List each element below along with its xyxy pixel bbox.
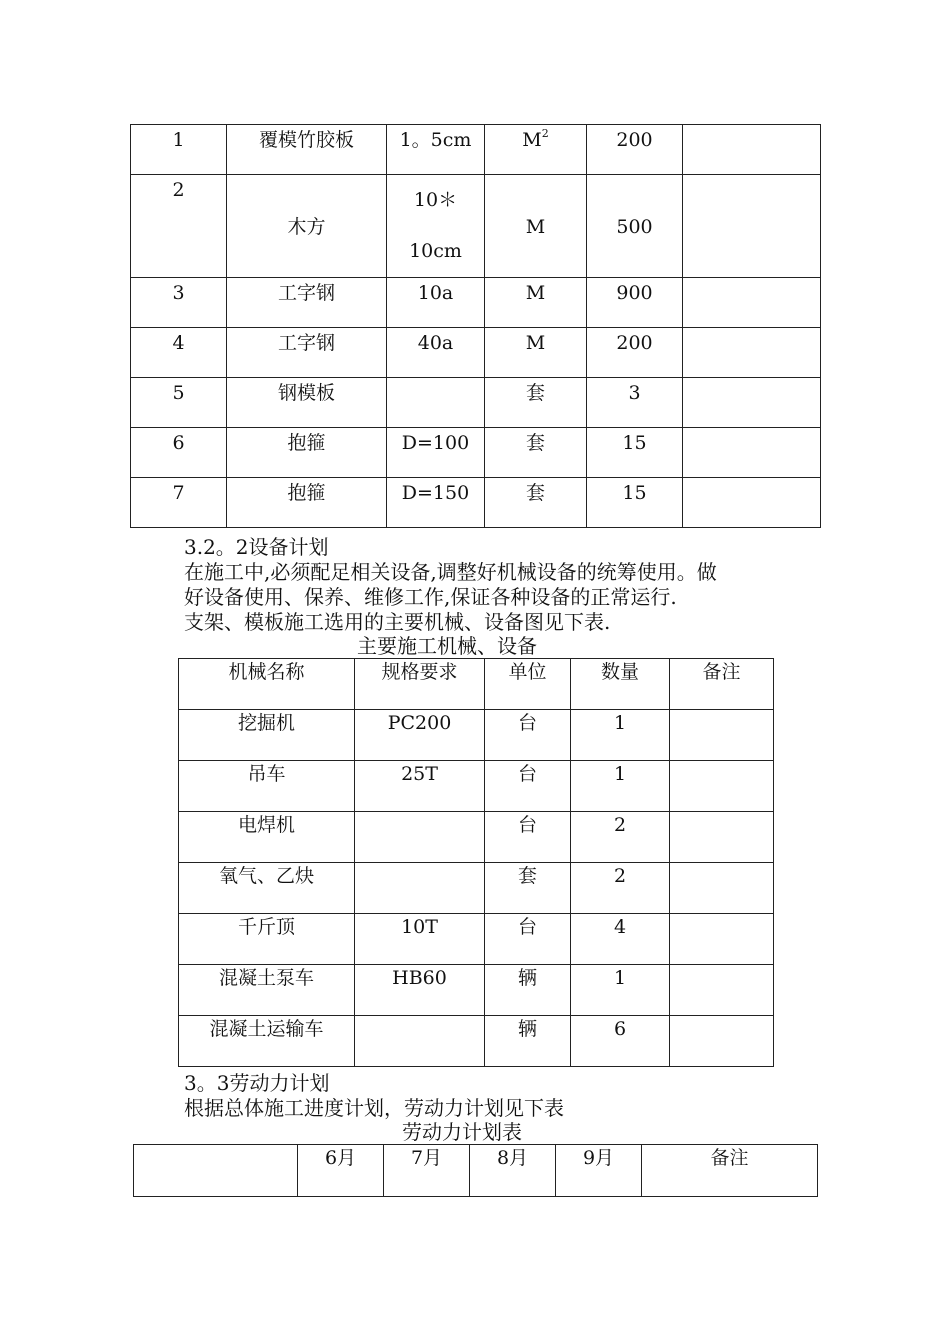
material-spec: D=100 [387, 428, 485, 478]
equipment-qty: 1 [571, 761, 670, 812]
table-row [131, 328, 821, 378]
material-note [683, 278, 821, 328]
row-number: 6 [131, 428, 227, 478]
material-name: 钢模板 [227, 378, 387, 428]
equipment-unit: 台 [485, 812, 571, 863]
material-qty: 200 [587, 328, 683, 378]
equipment-qty: 2 [571, 863, 670, 914]
table-header-row [179, 659, 774, 710]
equipment-note [670, 812, 774, 863]
table-row [131, 125, 821, 175]
material-unit: M [485, 175, 587, 278]
row-number: 5 [131, 378, 227, 428]
equipment-paragraph-line-1: 在施工中,必须配足相关设备,调整好机械设备的统筹使用。做 [184, 560, 717, 584]
row-number: 7 [131, 478, 227, 528]
material-note [683, 175, 821, 278]
equipment-spec [355, 1016, 485, 1067]
table-row [179, 1016, 774, 1067]
header-spec: 规格要求 [355, 659, 485, 710]
equipment-spec: HB60 [355, 965, 485, 1016]
material-spec: 40a [387, 328, 485, 378]
material-unit: 套 [485, 378, 587, 428]
material-name: 抱箍 [227, 428, 387, 478]
header-qty: 数量 [571, 659, 670, 710]
labor-heading: 3。3劳动力计划 [184, 1071, 330, 1095]
material-name: 覆模竹胶板 [227, 125, 387, 175]
header-unit: 单位 [485, 659, 571, 710]
equipment-note [670, 965, 774, 1016]
material-spec: 10a [387, 278, 485, 328]
table-row [179, 710, 774, 761]
material-note [683, 125, 821, 175]
table-row [179, 863, 774, 914]
table-row [131, 478, 821, 528]
row-number: 2 [131, 175, 227, 278]
spec-line-1: 10＊ [413, 189, 458, 211]
table-row [179, 914, 774, 965]
material-name: 工字钢 [227, 328, 387, 378]
unit-text: M [522, 129, 542, 151]
material-spec [387, 175, 485, 278]
equipment-name: 氧气、乙炔 [179, 863, 355, 914]
spec-line-2: 10cm [409, 240, 462, 262]
table-row [179, 965, 774, 1016]
labor-paragraph: 根据总体施工进度计划，劳动力计划见下表 [184, 1096, 564, 1120]
equipment-qty: 1 [571, 965, 670, 1016]
material-name: 工字钢 [227, 278, 387, 328]
material-unit: M [485, 328, 587, 378]
material-spec: D=150 [387, 478, 485, 528]
labor-table-caption: 劳动力计划表 [402, 1120, 522, 1144]
table-header-row [134, 1145, 818, 1197]
equipment-note [670, 761, 774, 812]
material-unit: M [485, 278, 587, 328]
equipment-qty: 2 [571, 812, 670, 863]
material-unit [485, 125, 587, 175]
equipment-paragraph-line-3: 支架、模板施工选用的主要机械、设备图见下表. [184, 610, 611, 634]
material-table [130, 124, 821, 528]
header-september: 9月 [556, 1145, 642, 1197]
equipment-spec [355, 863, 485, 914]
header-name: 机械名称 [179, 659, 355, 710]
labor-table [133, 1144, 818, 1197]
equipment-unit: 辆 [485, 1016, 571, 1067]
equipment-note [670, 710, 774, 761]
equipment-name: 千斤顶 [179, 914, 355, 965]
equipment-name: 电焊机 [179, 812, 355, 863]
material-name: 抱箍 [227, 478, 387, 528]
equipment-unit: 台 [485, 710, 571, 761]
header-note: 备注 [670, 659, 774, 710]
header-june: 6月 [298, 1145, 384, 1197]
material-qty: 200 [587, 125, 683, 175]
row-number: 4 [131, 328, 227, 378]
header-july: 7月 [384, 1145, 470, 1197]
equipment-name: 混凝土运输车 [179, 1016, 355, 1067]
unit-superscript: 2 [541, 127, 549, 140]
equipment-spec: 10T [355, 914, 485, 965]
equipment-name: 混凝土泵车 [179, 965, 355, 1016]
equipment-spec: 25T [355, 761, 485, 812]
equipment-unit: 台 [485, 914, 571, 965]
equipment-unit: 辆 [485, 965, 571, 1016]
material-unit: 套 [485, 478, 587, 528]
table-row [131, 378, 821, 428]
table-row [131, 278, 821, 328]
material-qty: 3 [587, 378, 683, 428]
material-note [683, 328, 821, 378]
equipment-table-caption: 主要施工机械、设备 [357, 634, 537, 658]
material-unit: 套 [485, 428, 587, 478]
row-number: 3 [131, 278, 227, 328]
equipment-note [670, 914, 774, 965]
material-qty: 15 [587, 428, 683, 478]
table-row [131, 175, 821, 278]
row-number: 1 [131, 125, 227, 175]
equipment-unit: 套 [485, 863, 571, 914]
table-row [131, 428, 821, 478]
material-note [683, 378, 821, 428]
equipment-name: 吊车 [179, 761, 355, 812]
table-row [179, 812, 774, 863]
header-august: 8月 [470, 1145, 556, 1197]
equipment-unit: 台 [485, 761, 571, 812]
material-note [683, 478, 821, 528]
material-name: 木方 [227, 175, 387, 278]
material-qty: 900 [587, 278, 683, 328]
equipment-table [178, 658, 774, 1067]
material-qty: 15 [587, 478, 683, 528]
equipment-heading: 3.2。2设备计划 [184, 535, 329, 559]
equipment-qty: 1 [571, 710, 670, 761]
equipment-spec: PC200 [355, 710, 485, 761]
equipment-note [670, 1016, 774, 1067]
header-note: 备注 [642, 1145, 818, 1197]
table-row [179, 761, 774, 812]
header-blank [134, 1145, 298, 1197]
equipment-qty: 4 [571, 914, 670, 965]
equipment-name: 挖掘机 [179, 710, 355, 761]
equipment-note [670, 863, 774, 914]
material-spec: 1。5cm [387, 125, 485, 175]
material-spec [387, 378, 485, 428]
material-qty: 500 [587, 175, 683, 278]
equipment-spec [355, 812, 485, 863]
equipment-paragraph-line-2: 好设备使用、保养、维修工作,保证各种设备的正常运行. [184, 585, 677, 609]
equipment-qty: 6 [571, 1016, 670, 1067]
material-note [683, 428, 821, 478]
